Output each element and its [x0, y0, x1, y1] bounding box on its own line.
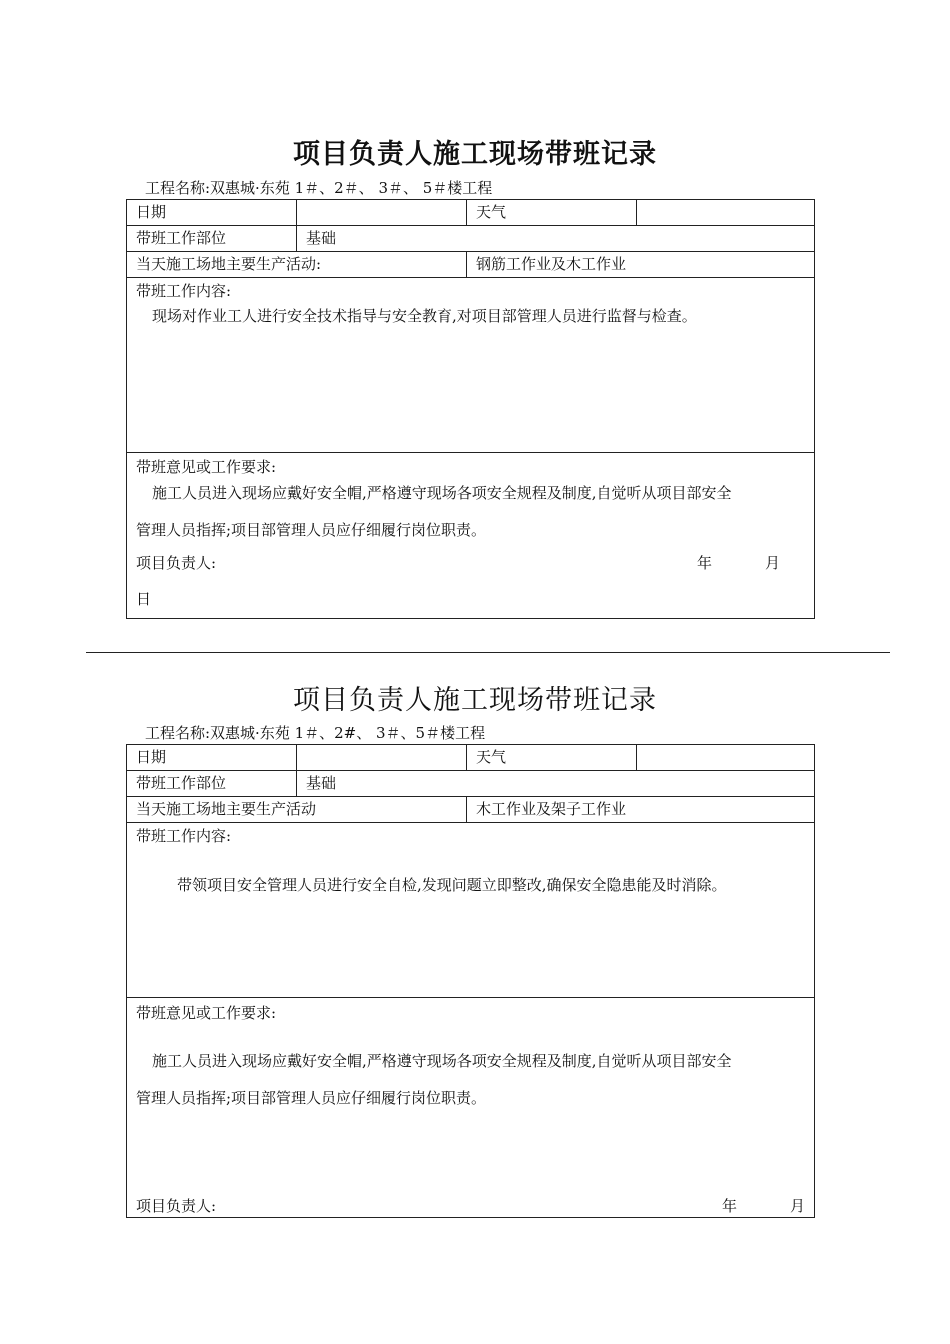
record1-date-field[interactable] [297, 200, 467, 225]
record2-content-block [127, 823, 814, 998]
record1-year-label: 年 [697, 554, 713, 572]
record1-day-label: 日 [136, 590, 152, 608]
record2-year-label: 年 [722, 1197, 738, 1215]
record1-row-activity [127, 252, 814, 278]
record1-title: 项目负责人施工现场带班记录 [293, 139, 657, 170]
record1-activity-label: 当天施工场地主要生产活动: [127, 252, 467, 277]
record2-activity-label: 当天施工场地主要生产活动 [127, 797, 467, 822]
record1-row-section [127, 226, 814, 252]
record2-activity-value: 木工作业及架子工作业 [476, 800, 627, 818]
record2-weather-field[interactable] [637, 745, 814, 770]
record1-weather-field[interactable] [637, 200, 814, 225]
record2-row-date [127, 745, 814, 771]
page-separator [86, 652, 890, 653]
record1-date-label: 日期 [127, 200, 297, 225]
record1-content-block [127, 278, 814, 453]
record2-title: 项目负责人施工现场带班记录 [293, 685, 657, 716]
record2-opinion-line1: 施工人员进入现场应戴好安全帽,严格遵守现场各项安全规程及制度,自觉听从项目部安全 [152, 1052, 732, 1070]
record2-row-section [127, 771, 814, 797]
record2-content-text: 带领项目安全管理人员进行安全自检,发现问题立即整改,确保安全隐患能及时消除。 [177, 876, 727, 894]
record2-form [126, 744, 815, 1218]
record1-row-date [127, 200, 814, 226]
record1-weather-label: 天气 [467, 200, 637, 225]
record1-project-name: 工程名称:双惠城·东苑 1＃、2＃、 3＃、 5＃楼工程 [145, 179, 493, 197]
record2-leader-label: 项目负责人: [136, 1197, 217, 1215]
record2-opinion-block [127, 998, 814, 1218]
record1-form [126, 199, 815, 619]
record2-section-label: 带班工作部位 [127, 771, 297, 796]
record2-opinion-line2: 管理人员指挥;项目部管理人员应仔细履行岗位职责。 [136, 1089, 487, 1107]
record2-date-label: 日期 [127, 745, 297, 770]
record2-date-field[interactable] [297, 745, 467, 770]
record2-row-activity [127, 797, 814, 823]
record1-opinion-line2: 管理人员指挥;项目部管理人员应仔细履行岗位职责。 [136, 521, 487, 539]
record2-section-value: 基础 [306, 774, 337, 792]
record2-month-label: 月 [790, 1197, 806, 1215]
record1-content-label: 带班工作内容: [136, 282, 232, 300]
record1-month-label: 月 [765, 554, 781, 572]
record1-section-label: 带班工作部位 [127, 226, 297, 251]
record1-section-value: 基础 [306, 229, 337, 247]
record1-opinion-line1: 施工人员进入现场应戴好安全帽,严格遵守现场各项安全规程及制度,自觉听从项目部安全 [152, 484, 732, 502]
record2-weather-label: 天气 [467, 745, 637, 770]
record2-opinion-label: 带班意见或工作要求: [136, 1004, 277, 1022]
record1-opinion-block [127, 453, 814, 619]
record1-opinion-label: 带班意见或工作要求: [136, 458, 277, 476]
record1-content-text: 现场对作业工人进行安全技术指导与安全教育,对项目部管理人员进行监督与检查。 [152, 307, 697, 325]
record1-leader-label: 项目负责人: [136, 554, 217, 572]
record1-activity-value: 钢筋工作业及木工作业 [476, 255, 627, 273]
record2-project-name: 工程名称:双惠城·东苑 1＃、2#、 3＃、5＃楼工程 [145, 724, 486, 742]
record2-content-label: 带班工作内容: [136, 827, 232, 845]
